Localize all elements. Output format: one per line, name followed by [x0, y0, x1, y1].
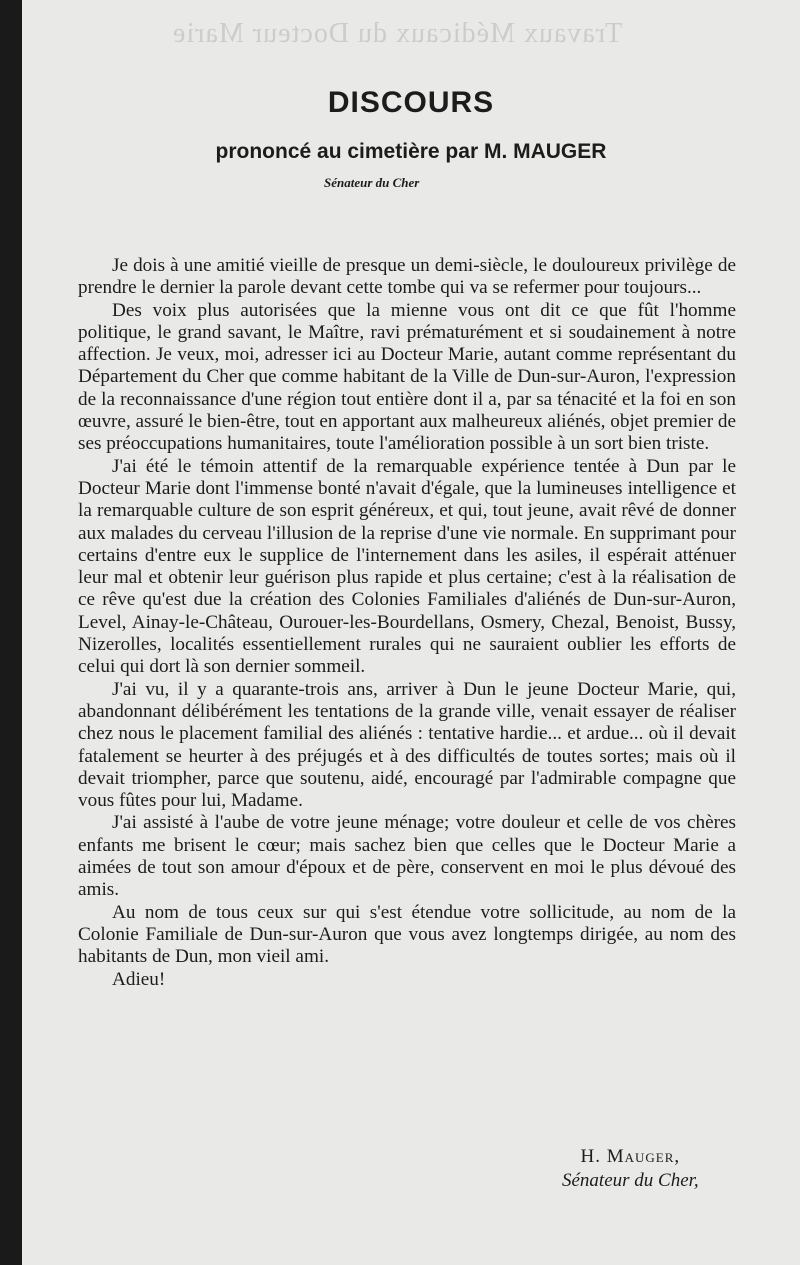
speaker-role: Sénateur du Cher: [324, 175, 420, 190]
signature-name: H. Mauger,: [580, 1146, 681, 1167]
document-page: [22, 0, 800, 1265]
bleed-through-text: Travaux Médicaux du Docteur Marie: [172, 18, 623, 49]
paragraph: J'ai été le témoin attentif de la remarquable expérience tentée à Dun par le Docteur Marie dont l'immense bonté n'avait d'égale, que la lumineuses intelligence et la remarquable culture de son esprit généreux, et qui, tout jeune, avait rêvé de donner aux malades du cerveau l'illusion de la reprise d'une vie normale. En supprimant pour certains d'entre eux le supplice de l'internement dans les asiles, il espérait atténuer leur mal et obtenir leur guérison plus rapide et plus certaine; c'est à la réalisation de ce rêve qu'est due la création des Colonies Familiales d'aliénés de Dun-sur-Auron, Level, Ainay-le-Château, Ourouer-les-Bourdellans, Osmery, Chezal, Benoist, Bussy, Nizerolles, localités essentiellement rurales qui ne sauraient oublier les efforts de celui qui dort là son dernier sommeil.: [78, 455, 736, 678]
signature-role: Sénateur du Cher,: [562, 1170, 699, 1191]
paragraph-closing: Adieu!: [112, 968, 166, 990]
paragraph: J'ai vu, il y a quarante-trois ans, arriver à Dun le jeune Docteur Marie, qui, abandonnant délibérément les tentations de la grande ville, venait essayer de réaliser chez nous le placement familial des aliénés : tentative hardie... et ardue... où il devait fatalement se heurter à des préjugés et à des difficultés de toutes sortes; mais où il devait triompher, parce que soutenu, aidé, encouragé par l'admirable compagne que vous fûtes pour lui, Madame.: [78, 678, 736, 812]
paragraph: J'ai assisté à l'aube de votre jeune ménage; votre douleur et celle de vos chères enfants me brisent le cœur; mais sachez bien que celles que le Docteur Marie a aimées de tout son amour d'époux et de père, conservent en moi le plus dévoué des amis.: [78, 812, 736, 901]
page-title: DISCOURS: [327, 86, 495, 119]
paragraph: Je dois à une amitié vieille de presque un demi-siècle, le douloureux privilège de prendre le dernier la parole devant cette tombe qui va se refermer pour toujours...: [78, 255, 736, 299]
paragraph: Au nom de tous ceux sur qui s'est étendue votre sollicitude, au nom de la Colonie Familiale de Dun-sur-Auron que vous avez longtemps dirigée, au nom des habitants de Dun, mon vieil ami.: [78, 901, 736, 968]
paragraph: Des voix plus autorisées que la mienne vous ont dit ce que fût l'homme politique, le grand savant, le Maître, ravi prématurément et si soudainement à notre affection. Je veux, moi, adresser ici au Docteur Marie, autant comme représentant du Département du Cher que comme habitant de la Ville de Dun-sur-Auron, l'expression de la reconnaissance d'une région tout entière dont il a, par sa ténacité et la foi en son œuvre, assuré le bien-être, tout en apportant aux malheureux aliénés, objet premier de ses préoccupations humanitaires, toute l'amélioration possible à un sort bien triste.: [78, 299, 736, 455]
speech-body: [78, 255, 736, 991]
page-subtitle: prononcé au cimetière par M. MAUGER: [215, 140, 607, 163]
signature-block: [562, 1145, 699, 1193]
